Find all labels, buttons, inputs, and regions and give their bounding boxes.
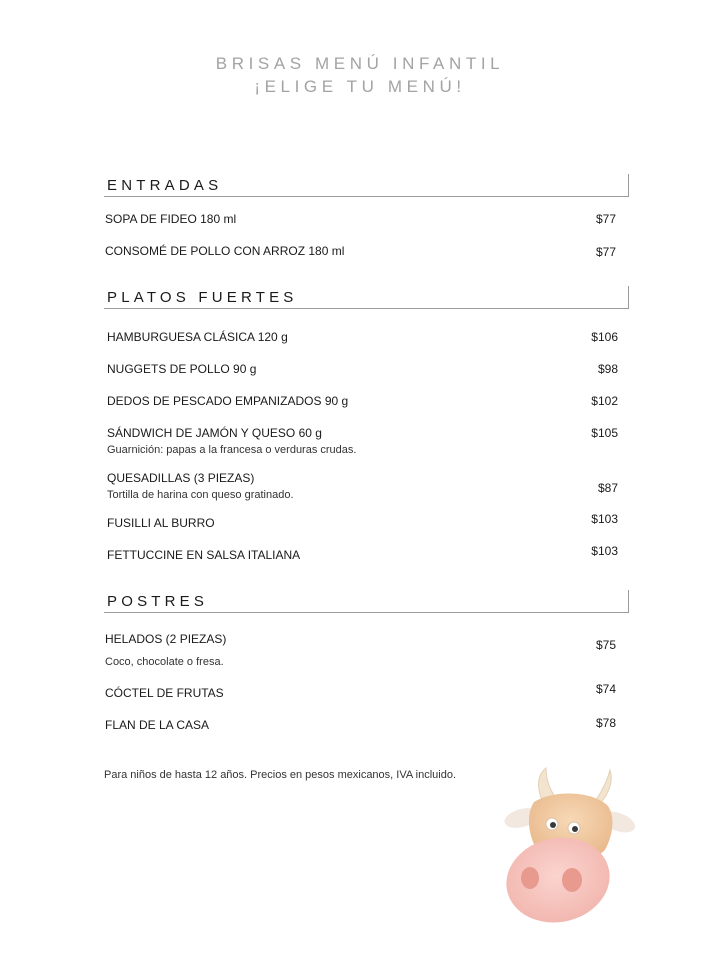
item-name: FUSILLI AL BURRO xyxy=(107,516,215,530)
section-platos-fuertes xyxy=(104,286,629,309)
section-entradas xyxy=(104,174,629,197)
item-name: HAMBURGUESA CLÁSICA 120 g xyxy=(107,330,288,344)
item-price: $87 xyxy=(597,481,618,495)
section-postres xyxy=(104,590,629,613)
item-name: NUGGETS DE POLLO 90 g xyxy=(107,362,257,376)
item-name: FLAN DE LA CASA xyxy=(105,718,210,732)
item-price: $77 xyxy=(595,245,616,259)
item-price: $74 xyxy=(595,682,616,696)
item-name: CONSOMÉ DE POLLO CON ARROZ 180 ml xyxy=(105,244,345,258)
section-title: PLATOS FUERTES xyxy=(107,289,298,306)
item-price: $98 xyxy=(597,362,618,376)
item-name: SOPA DE FIDEO 180 ml xyxy=(105,212,237,226)
cow-mascot-icon xyxy=(500,760,640,930)
item-description: Tortilla de harina con queso gratinado. xyxy=(107,489,294,501)
item-price: $105 xyxy=(591,426,618,440)
item-price: $77 xyxy=(595,212,616,226)
item-description: Guarnición: papas a la francesa o verduras crudas. xyxy=(107,444,357,456)
item-price: $103 xyxy=(591,512,618,526)
item-price: $78 xyxy=(595,716,616,730)
item-name: FETTUCCINE EN SALSA ITALIANA xyxy=(107,548,301,562)
menu-title: BRISAS MENÚ INFANTIL xyxy=(215,54,505,73)
section-title: ENTRADAS xyxy=(107,177,223,194)
item-name: CÓCTEL DE FRUTAS xyxy=(105,686,224,700)
item-price: $106 xyxy=(591,330,618,344)
menu-header xyxy=(0,52,720,98)
item-price: $103 xyxy=(591,544,618,558)
item-price: $102 xyxy=(591,394,618,408)
item-name: HELADOS (2 PIEZAS) xyxy=(105,632,227,646)
item-price: $75 xyxy=(595,638,616,652)
footer-note: Para niños de hasta 12 años. Precios en pesos mexicanos, IVA incluido. xyxy=(104,769,457,781)
menu-subtitle: ¡ELIGE TU MENÚ! xyxy=(254,77,466,96)
section-title: POSTRES xyxy=(107,593,209,610)
item-name: SÁNDWICH DE JAMÓN Y QUESO 60 g xyxy=(107,426,322,440)
item-name: DEDOS DE PESCADO EMPANIZADOS 90 g xyxy=(107,394,349,408)
item-description: Coco, chocolate o fresa. xyxy=(105,656,224,668)
item-name: QUESADILLAS (3 PIEZAS) xyxy=(107,471,255,485)
